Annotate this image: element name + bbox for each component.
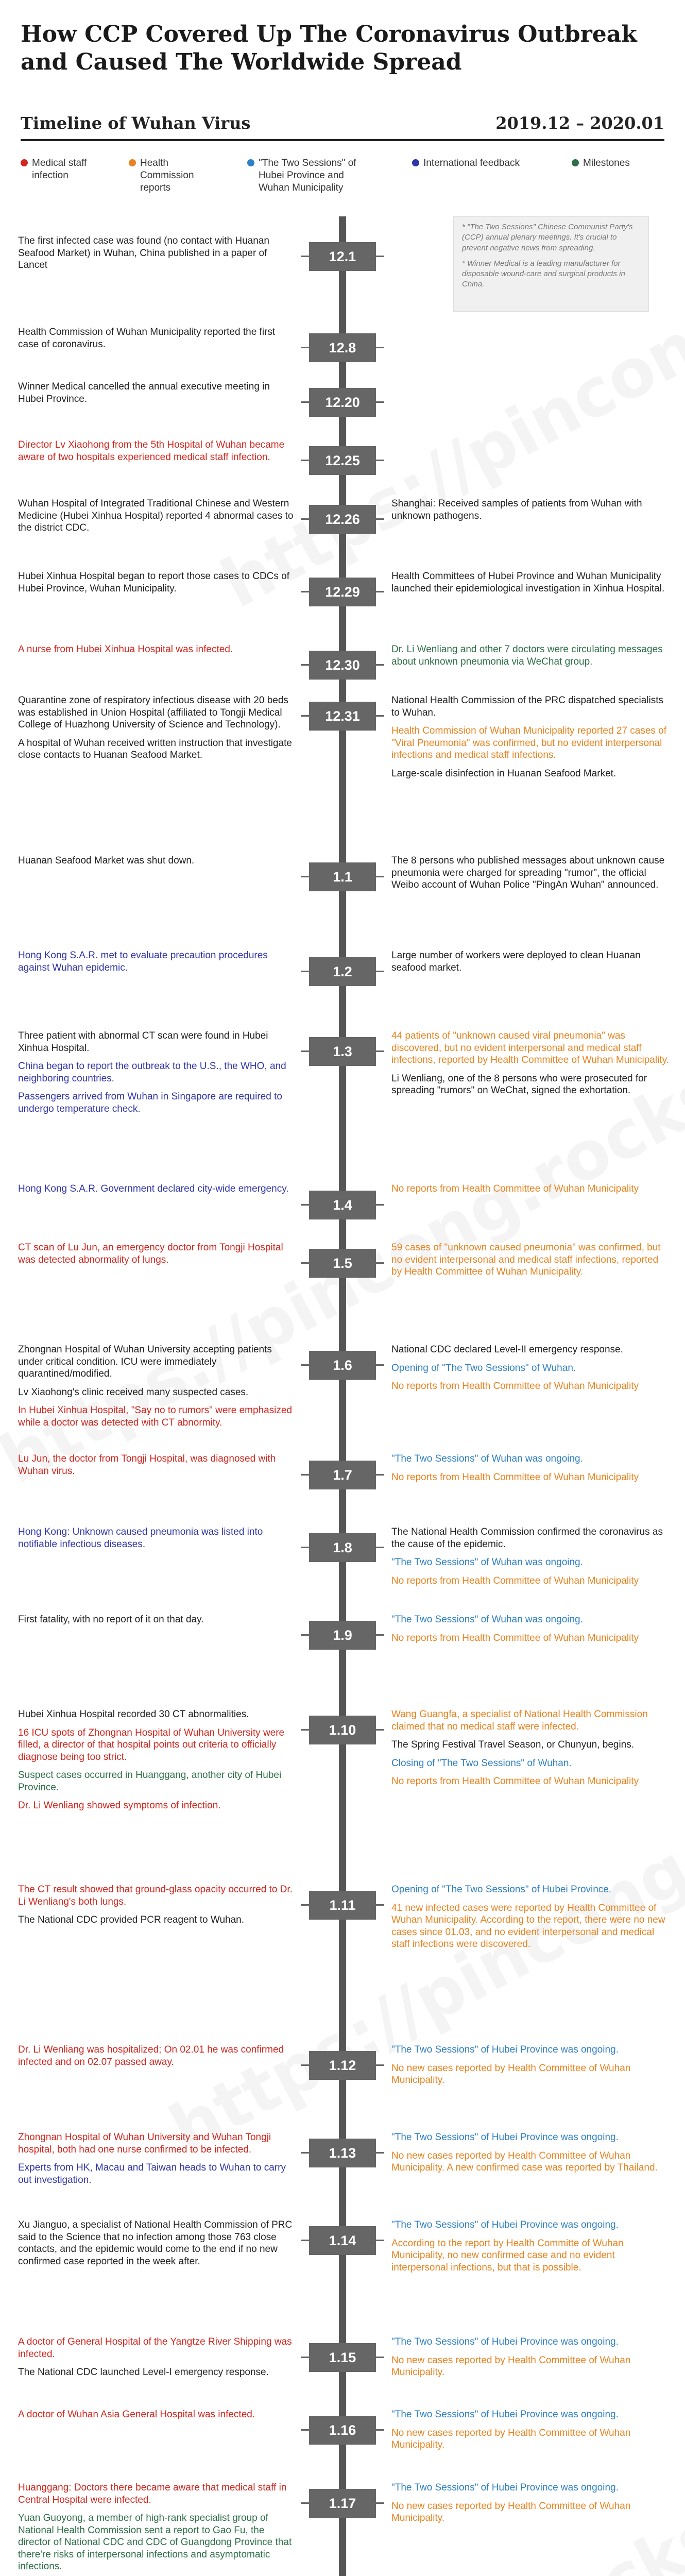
right-event-column <box>391 1453 670 1489</box>
event-text: Closing of "The Two Sessions" of Wuhan. <box>391 1757 572 1769</box>
legend-item-health-commission <box>140 157 222 194</box>
left-event-column <box>18 326 296 357</box>
left-event-column <box>18 2044 296 2074</box>
right-event-column <box>391 1242 670 1284</box>
event-text: No new cases reported by Health Committee of Wuhan Municipality. <box>391 2062 631 2086</box>
event-text: No reports from Health Committee of Wuhan Municipality <box>391 1575 639 1586</box>
event-text: 59 cases of "unknown caused pneumonia" was confirmed, but no evident interpersonal and medical staff infections, reported by Health Committee of Wuhan Municipality. <box>391 1242 661 1277</box>
left-event-column <box>18 1614 296 1632</box>
event-text: A doctor of General Hospital of the Yangtze River Shipping was infected. <box>18 2336 292 2360</box>
right-event-column <box>391 1030 670 1103</box>
left-event-column <box>18 381 296 411</box>
event-text: Health Commission of Wuhan Municipality reported the first case of coronavirus. <box>18 327 276 350</box>
date-marker: 1.2 <box>309 957 376 986</box>
left-event-column <box>18 2482 296 2576</box>
event-text: National CDC declared Level-II emergency response. <box>391 1344 623 1355</box>
event-text: "The Two Sessions" of Hubei Province was ongoing. <box>391 2132 619 2143</box>
date-marker: 12.26 <box>309 505 376 534</box>
right-event-column <box>391 498 670 528</box>
event-text: Winner Medical cancelled the annual executive meeting in Hubei Province. <box>18 381 270 404</box>
event-text: The National CDC launched Level-I emergency response. <box>18 2367 269 2378</box>
date-range: 2019.12 – 2020.01 <box>495 113 664 133</box>
legend-label: Health Commission reports <box>140 158 194 193</box>
event-text: No reports from Health Committee of Wuhan Municipality <box>391 1471 639 1483</box>
date-marker: 12.1 <box>309 242 376 271</box>
event-text: 44 patients of "unknown caused viral pneumonia" was discovered, but no evident interpersonal and medical staff infections, reported by Health Committee of Wuhan Municipality. <box>391 1030 669 1065</box>
left-event-column <box>18 570 296 601</box>
date-marker: 1.7 <box>309 1461 376 1489</box>
subtitle-row <box>21 113 664 141</box>
event-text: 16 ICU spots of Zhongnan Hospital of Wuhan University were filled, a director of that hospital points out criteria to officially diagnose being too strict. <box>18 1727 285 1762</box>
event-text: Lv Xiaohong's clinic received many suspected cases. <box>18 1386 249 1398</box>
left-event-column <box>18 694 296 768</box>
event-text: "The Two Sessions" of Hubei Province was ongoing. <box>391 2219 619 2230</box>
event-text: No reports from Health Committee of Wuhan Municipality <box>391 1632 639 1643</box>
legend-item-two-sessions <box>259 157 372 194</box>
date-marker: 12.30 <box>309 651 376 680</box>
event-text: "The Two Sessions" of Hubei Province was ongoing. <box>391 2482 619 2493</box>
event-text: "The Two Sessions" of Hubei Province was ongoing. <box>391 2044 619 2055</box>
event-text: No reports from Health Committee of Wuhan Municipality <box>391 1183 639 1194</box>
event-text: Zhongnan Hospital of Wuhan University and Wuhan Tongji hospital, both had one nurse confirmed to be infected. <box>18 2132 271 2155</box>
date-marker: 12.25 <box>309 446 376 475</box>
event-text: "The Two Sessions" of Wuhan was ongoing. <box>391 1557 583 1568</box>
event-text: 41 new infected cases were reported by Health Committee of Wuhan Municipality. According to the report, there were no new cases since 01.03, and no evident interpersonal and medical staff infections were discovered. <box>391 1902 665 1950</box>
legend-label: International feedback <box>423 158 520 168</box>
event-text: Large-scale disinfection in Huanan Seafood Market. <box>391 768 616 779</box>
event-text: A doctor of Wuhan Asia General Hospital was infected. <box>18 2409 255 2420</box>
event-text: The 8 persons who published messages about unknown cause pneumonia were charged for spreading "rumor", the official Weibo account of Wuhan Police "PingAn Wuhan" announced. <box>391 855 665 890</box>
event-text: Hubei Xinhua Hospital recorded 30 CT abnormalities. <box>18 1709 249 1720</box>
right-event-column <box>391 1884 670 1957</box>
event-text: Hong Kong S.A.R. Government declared city-wide emergency. <box>18 1183 289 1194</box>
date-marker: 12.31 <box>309 702 376 731</box>
event-text: Opening of "The Two Sessions" of Hubei Province. <box>391 1884 612 1895</box>
date-marker: 12.20 <box>309 388 376 417</box>
right-event-column <box>391 2336 670 2385</box>
left-event-column <box>18 1884 296 1933</box>
event-text: Health Committees of Hubei Province and Wuhan Municipality launched their epidemiological investigation in Xinhua Hospital. <box>391 571 665 594</box>
left-event-column <box>18 235 296 278</box>
right-event-column <box>391 2409 670 2458</box>
event-text: The National CDC provided PCR reagent to Wuhan. <box>18 1914 244 1925</box>
event-text: Hubei Xinhua Hospital began to report those cases to CDCs of Hubei Province, Wuhan Municipality. <box>18 571 290 594</box>
date-marker: 1.15 <box>309 2343 376 2372</box>
left-event-column <box>18 2131 296 2192</box>
event-text: The first infected case was found (no contact with Huanan Seafood Market) in Wuhan, China published in a paper of Lancet <box>18 235 269 270</box>
left-event-column <box>18 1242 296 1272</box>
legend-label: Milestones <box>583 158 630 168</box>
right-event-column <box>391 2219 670 2280</box>
event-text: Xu Jianguo, a specialist of National Health Commission of PRC said to the Science that no infection among those 763 close contacts, and the epidemic would come to the end if no new confirmed case reported in the week after. <box>18 2219 293 2267</box>
event-text: No new cases reported by Health Committee of Wuhan Municipality. <box>391 2500 631 2523</box>
event-text: Experts from HK, Macau and Taiwan heads to Wuhan to carry out investigation. <box>18 2162 286 2185</box>
legend <box>21 157 664 209</box>
date-marker: 12.8 <box>309 333 376 362</box>
event-text: Shanghai: Received samples of patients from Wuhan with unknown pathogens. <box>391 498 642 521</box>
right-event-column <box>391 1708 670 1794</box>
left-event-column <box>18 1183 296 1201</box>
right-event-column <box>391 1183 670 1201</box>
event-text: No reports from Health Committee of Wuhan Municipality <box>391 1381 639 1392</box>
date-marker: 1.1 <box>309 862 376 891</box>
date-marker: 1.5 <box>309 1249 376 1278</box>
event-text: Li Wenliang, one of the 8 persons who were prosecuted for spreading "rumors" on WeChat, signed the exhortation. <box>391 1073 647 1096</box>
date-marker: 1.17 <box>309 2489 376 2518</box>
left-event-column <box>18 1344 296 1435</box>
event-text: China began to report the outbreak to the U.S., the WHO, and neighboring countries. <box>18 1061 286 1084</box>
event-text: No new cases reported by Health Committee of Wuhan Municipality. <box>391 2427 631 2450</box>
event-text: Quarantine zone of respiratory infectious disease with 20 beds was established in Union Hospital (affiliated to Tongji Medical College of Huazhong University of Science and Technology). <box>18 695 288 730</box>
event-text: Dr. Li Wenliang showed symptoms of infection. <box>18 1800 221 1811</box>
event-text: Opening of "The Two Sessions" of Wuhan. <box>391 1362 576 1374</box>
event-text: No new cases reported by Health Committee of Wuhan Municipality. <box>391 2354 631 2378</box>
left-event-column <box>18 855 296 873</box>
legend-dot <box>21 159 28 166</box>
event-text: Dr. Li Wenliang was hospitalized; On 02.01 he was confirmed infected and on 02.07 passed away. <box>18 2044 284 2067</box>
left-event-column <box>18 2409 296 2427</box>
event-text: Suspect cases occurred in Huanggang, another city of Hubei Province. <box>18 1770 282 1793</box>
left-event-column <box>18 1030 296 1121</box>
left-event-column <box>18 2336 296 2385</box>
event-text: "The Two Sessions" of Wuhan was ongoing. <box>391 1614 583 1625</box>
event-text: Three patient with abnormal CT scan were found in Hubei Xinhua Hospital. <box>18 1030 268 1054</box>
event-text: Zhongnan Hospital of Wuhan University accepting patients under critical condition. ICU were immediately quarantined/modified. <box>18 1344 272 1379</box>
right-event-column <box>391 694 670 786</box>
event-text: The Spring Festival Travel Season, or Chunyun, begins. <box>391 1739 635 1750</box>
event-text: Health Commission of Wuhan Municipality reported 27 cases of "Viral Pneumonia" was confirmed, but no evident interpersonal infections and medical staff infections. <box>391 725 667 760</box>
event-text: Wang Guangfa, a specialist of National Health Commission claimed that no medical staff were infected. <box>391 1709 648 1732</box>
event-text: "The Two Sessions" of Hubei Province was ongoing. <box>391 2409 619 2420</box>
event-text: Large number of workers were deployed to clean Huanan seafood market. <box>391 950 641 973</box>
footnote-winner-medical: * Winner Medical is a leading manufacturer for disposable wound-care and surgical products in China. <box>462 259 625 289</box>
date-marker: 1.11 <box>309 1891 376 1920</box>
event-text: According to the report by Health Committe of Wuhan Municipality, no new confirmed case and no evident interpersonal infections, but that is possible. <box>391 2238 624 2273</box>
legend-dot <box>412 159 419 166</box>
event-text: The CT result showed that ground-glass opacity occurred to Dr. Li Wenliang's both lungs. <box>18 1884 293 1907</box>
right-event-column <box>391 643 670 674</box>
subtitle: Timeline of Wuhan Virus <box>21 113 251 133</box>
left-event-column <box>18 498 296 540</box>
event-text: Passengers arrived from Wuhan in Singapore are required to undergo temperature check. <box>18 1091 282 1114</box>
date-marker: 1.10 <box>309 1716 376 1744</box>
legend-label: "The Two Sessions" of Hubei Province and Wuhan Municipality <box>259 158 356 193</box>
date-marker: 1.3 <box>309 1037 376 1066</box>
timeline-axis <box>339 216 346 2576</box>
event-text: Hong Kong: Unknown caused pneumonia was listed into notifiable infectious diseases. <box>18 1527 263 1550</box>
date-marker: 1.16 <box>309 2416 376 2445</box>
date-marker: 1.13 <box>309 2139 376 2167</box>
legend-item-international <box>423 157 526 170</box>
footnote-two-sessions: * "The Two Sessions" Chinese Communist Party's (CCP) annual plenary meetings. It's crucial to prevent negative news from spreading. <box>462 223 633 252</box>
date-marker: 1.9 <box>309 1621 376 1650</box>
event-text: A hospital of Wuhan received written instruction that investigate close contacts to Huanan Seafood Market. <box>18 737 292 760</box>
event-text: Hong Kong S.A.R. met to evaluate precaution procedures against Wuhan epidemic. <box>18 950 268 973</box>
event-text: "The Two Sessions" of Hubei Province was ongoing. <box>391 2336 619 2347</box>
event-text: "The Two Sessions" of Wuhan was ongoing. <box>391 1453 583 1464</box>
event-text: Huanan Seafood Market was shut down. <box>18 855 195 866</box>
right-event-column <box>391 1526 670 1593</box>
right-event-column <box>391 2131 670 2180</box>
left-event-column <box>18 439 296 469</box>
left-event-column <box>18 643 296 662</box>
event-text: Dr. Li Wenliang and other 7 doctors were circulating messages about unknown pneumonia via WeChat group. <box>391 644 663 667</box>
right-event-column <box>391 1614 670 1650</box>
event-text: In Hubei Xinhua Hospital, "Say no to rumors" were emphasized while a doctor was detected with CT abnormity. <box>18 1405 293 1428</box>
date-marker: 1.12 <box>309 2051 376 2080</box>
event-text: The National Health Commission confirmed the coronavirus as the cause of the epidemic. <box>391 1527 663 1550</box>
legend-dot <box>247 159 254 166</box>
right-event-column <box>391 1344 670 1399</box>
date-marker: 1.8 <box>309 1533 376 1562</box>
date-marker: 1.6 <box>309 1351 376 1380</box>
event-text: CT scan of Lu Jun, an emergency doctor from Tongji Hospital was detected abnormality of lungs. <box>18 1242 283 1265</box>
left-event-column <box>18 1453 296 1483</box>
left-event-column <box>18 2219 296 2274</box>
right-event-column <box>391 2482 670 2531</box>
right-event-column <box>391 2044 670 2093</box>
legend-item-milestones <box>583 157 660 170</box>
event-text: First fatality, with no report of it on that day. <box>18 1614 204 1625</box>
event-text: No reports from Health Committee of Wuhan Municipality <box>391 1776 639 1787</box>
date-marker: 1.4 <box>309 1191 376 1219</box>
page-title: How CCP Covered Up The Coronavirus Outbreak and Caused The Worldwide Spread <box>21 21 637 75</box>
left-event-column <box>18 950 296 980</box>
right-event-column <box>391 855 670 897</box>
left-event-column <box>18 1526 296 1556</box>
event-text: Huanggang: Doctors there became aware that medical staff in Central Hospital were infected. <box>18 2482 287 2505</box>
event-text: Yuan Guoyong, a member of high-rank specialist group of National Health Commission sent a report to Gao Fu, the director of National CDC and CDC of Guangdong Province that there're risks of interpersonal infections and asymptomatic infections. <box>18 2513 292 2572</box>
right-event-column <box>391 950 670 980</box>
footnote-box <box>453 216 649 312</box>
date-marker: 12.29 <box>309 578 376 606</box>
event-text: A nurse from Hubei Xinhua Hospital was infected. <box>18 644 233 655</box>
event-text: Director Lv Xiaohong from the 5th Hospital of Wuhan became aware of two hospitals experienced medical staff infection. <box>18 439 285 463</box>
event-text: No new cases reported by Health Committee of Wuhan Municipality. A new confirmed case was reported by Thailand. <box>391 2150 658 2173</box>
right-event-column <box>391 570 670 601</box>
legend-dot <box>129 159 136 166</box>
legend-dot <box>572 159 579 166</box>
event-text: Wuhan Hospital of Integrated Traditional Chinese and Western Medicine (Hubei Xinhua Hospital) reported 4 abnormal cases to the district CDC. <box>18 498 294 533</box>
legend-label: Medical staff infection <box>32 158 87 181</box>
event-text: National Health Commission of the PRC dispatched specialists to Wuhan. <box>391 695 664 718</box>
legend-item-medical <box>32 157 114 182</box>
date-marker: 1.14 <box>309 2226 376 2255</box>
event-text: Lu Jun, the doctor from Tongji Hospital, was diagnosed with Wuhan virus. <box>18 1453 276 1477</box>
left-event-column <box>18 1708 296 1818</box>
